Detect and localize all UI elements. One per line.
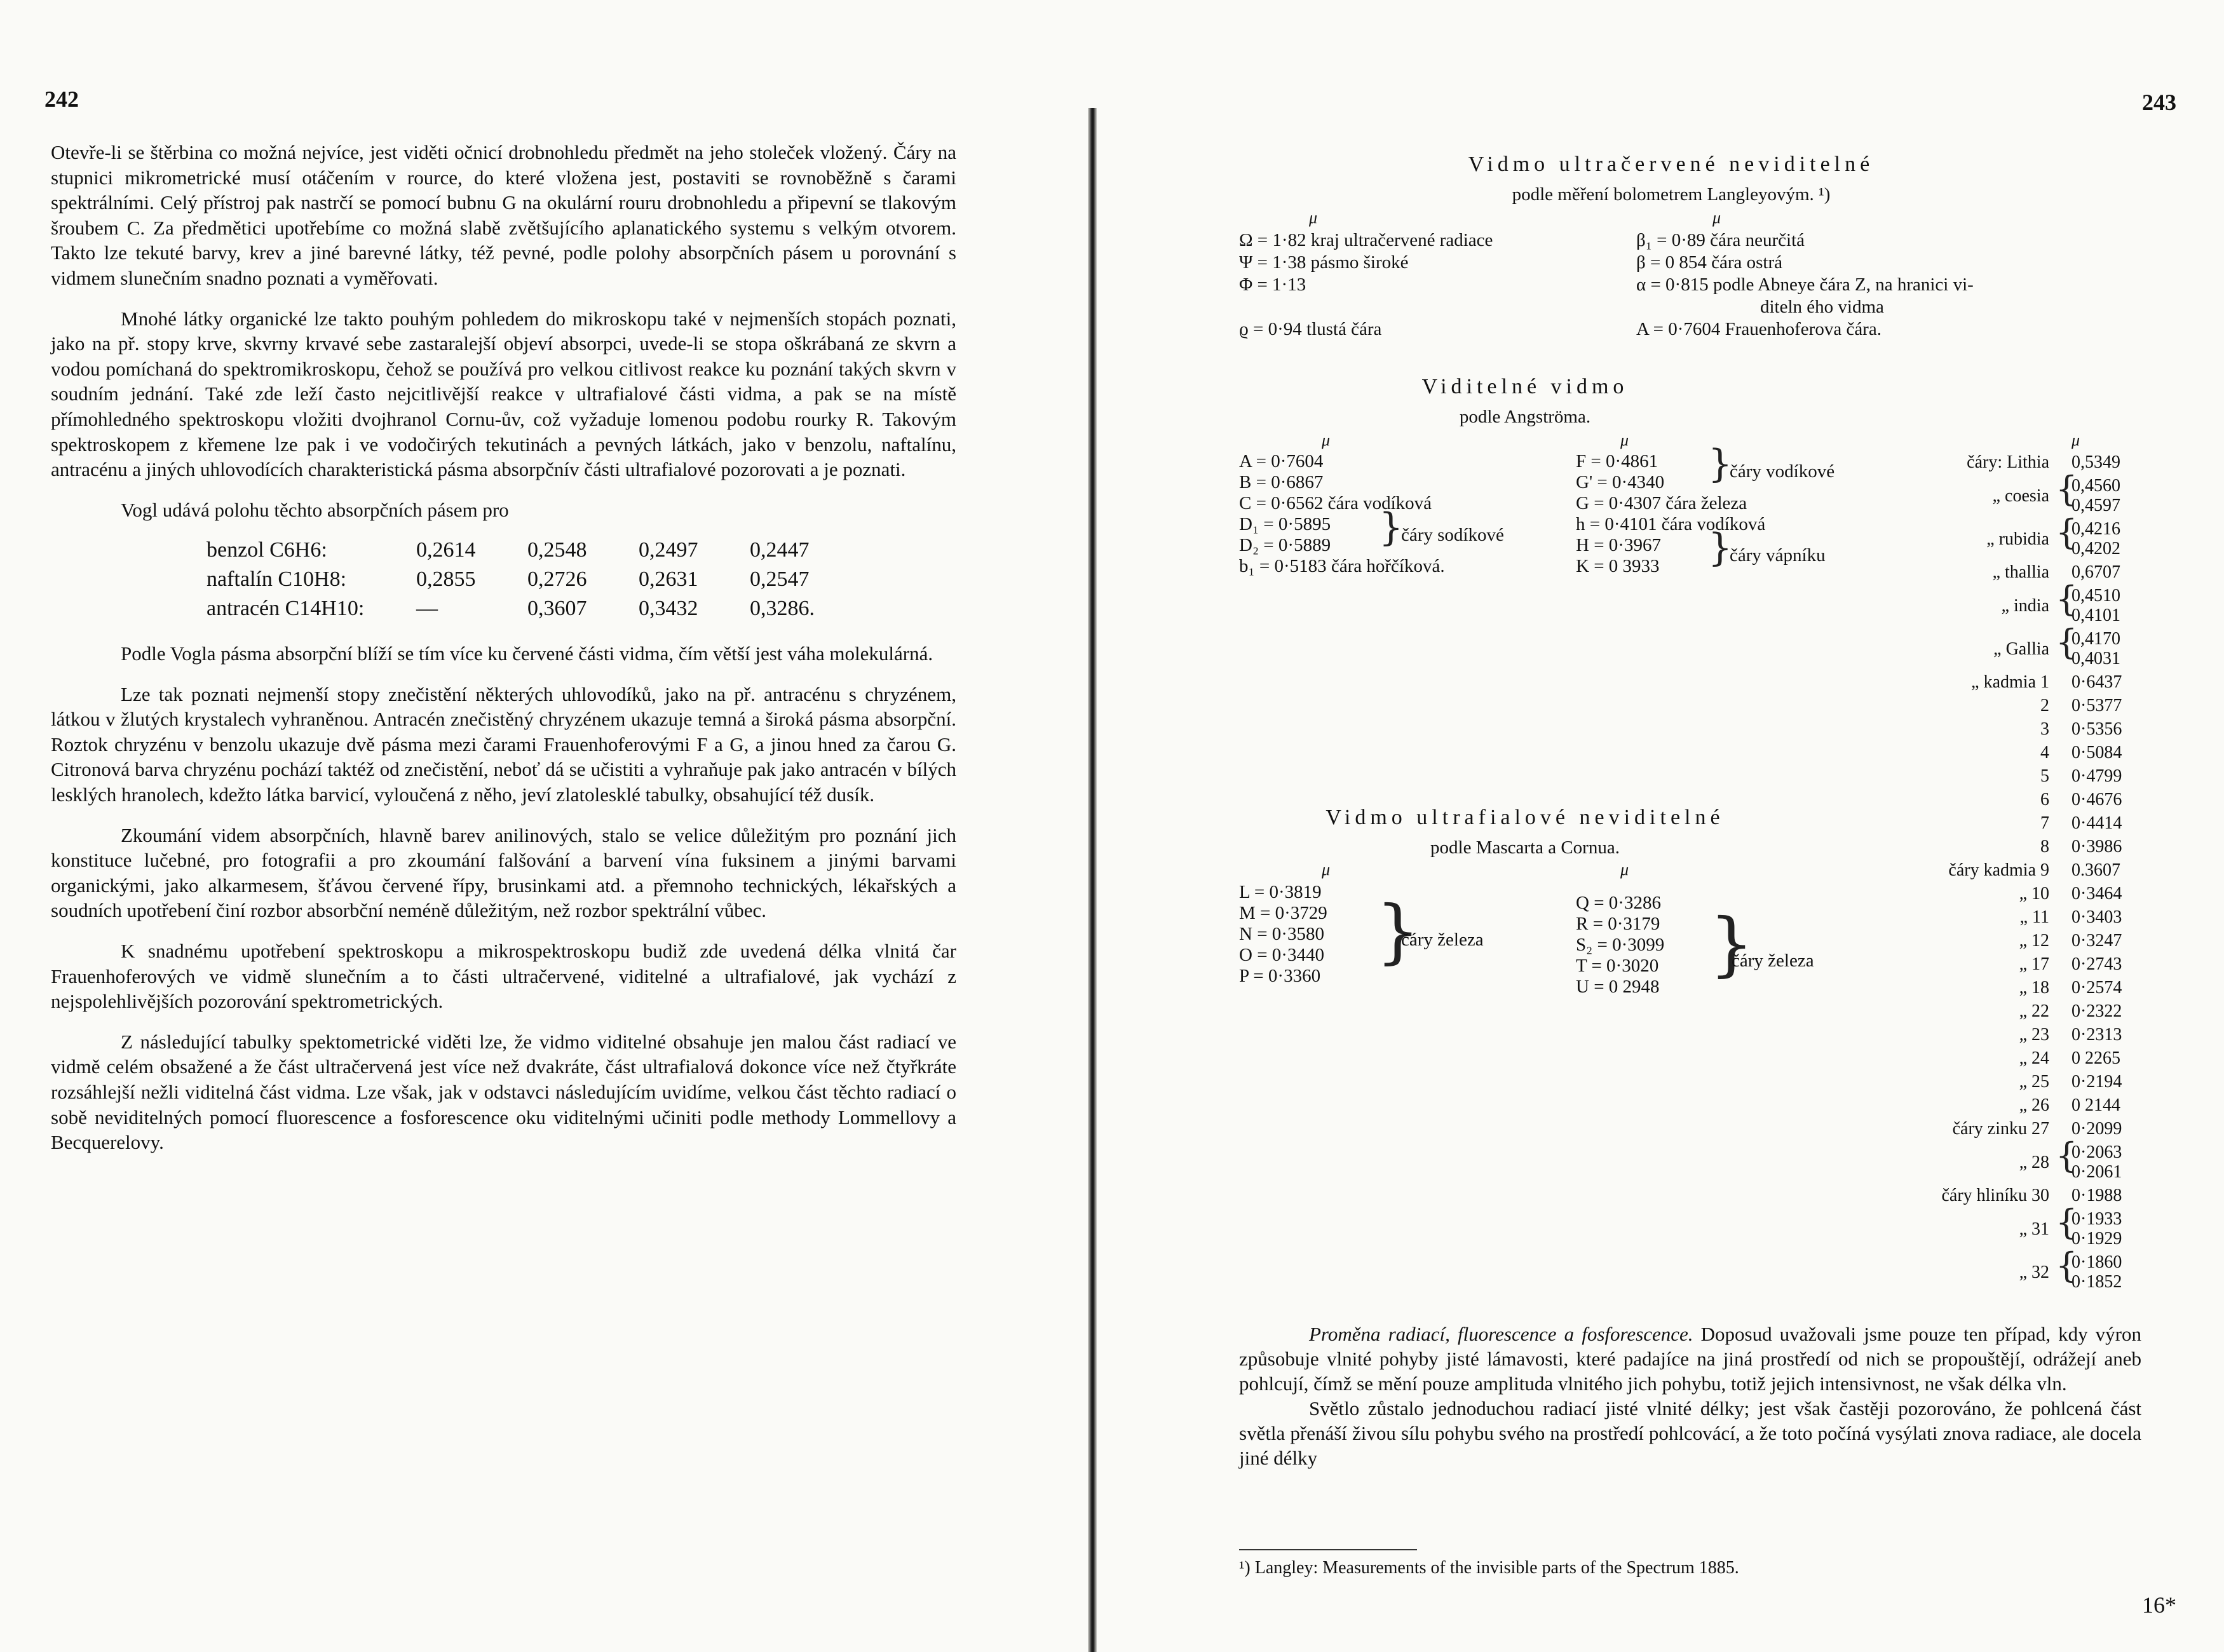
line-value: 0·5356 [2071,719,2122,739]
line-label: „ 31 [2019,1219,2049,1239]
table-cell: 0,2726 [527,567,587,591]
line-label: „ 25 [2019,1072,2049,1092]
left-page [0,0,1093,1652]
visible-entry: C = 0·6562 čára vodíková [1239,493,1432,513]
visible-entry: G' = 0·4340 [1576,472,1665,492]
paragraph-4: Podle Vogla pásma absorpční blíží se tím více ku červené části vidma, čím větší jest váha molekulárná. [121,642,933,665]
left-text-column [51,140,956,1170]
table-cell-name: benzol C6H6: [207,538,327,562]
uv-entry: P = 0·3360 [1239,966,1321,986]
line-label: „ rubidia [1986,529,2049,549]
brace: } [1379,505,1404,550]
line-value: 0·2743 [2071,954,2122,974]
line-value: 0·2063 [2071,1142,2122,1162]
infrared-title: Vidmo ultračervené neviditelné [1468,152,1875,176]
line-value: 0·2099 [2071,1119,2122,1139]
line-label: „ 17 [2019,954,2049,974]
line-label: čáry hliníku 30 [1941,1186,2049,1205]
paragraph-8: Z následující tabulky spektometrické viděti lze, že vidmo viditelné obsahuje jen malou část radiací ve vidmě celém obsažené a že část ultračervená jest více než dvakráte, část ultrafialová dokonce více než čtyřkráte rozsáhlejší nežli viditelná část vidma. Lze však, jak v odstavci následujícím uvidíme, velkou část těchto radiací o sobě neviditelných pomocí fluorescence a fosforescence oku viditelnými učiniti podle methody Lommellovy a Becquerelovy. [51,1030,956,1154]
brace: { [2056,622,2078,662]
line-value: 0 2144 [2071,1095,2120,1115]
line-label: „ coesia [1992,485,2049,506]
line-label: „ 12 [2019,931,2049,951]
line-value: 0,4170 [2071,629,2120,649]
line-value: 0,4597 [2071,496,2120,515]
uv-title: Vidmo ultrafialové neviditelné [1326,806,1725,829]
ir-right-entry: β = 0 854 čára ostrá [1636,252,1783,273]
line-label: „ 28 [2019,1152,2049,1172]
paragraph-5: Lze tak poznati nejmenší stopy znečistění některých uhlovodíků, jako na př. antracénu s chryzénem, látkou v žlutých krystalech vyhraněnou. Antracén znečistěný chryzénem ukazuje temná a široká pásma absorpční. Roztok chryzénu v benzolu ukazuje dvě pásma mezi čarami Frauenhoferovými F a G, a jinou hned za čarou G. Citronová barva chryzénu pochází taktéž od znečistění, neboť dá se učistiti a vyhraňuje pak jako antracén v bílých lesklých hranolech, kdežto látka barvicí, vyloučená z něho, jeví zlatolesklé tabulky, obsahující též dusík. [51,682,956,806]
visible-title: Viditelné vidmo [1421,375,1629,398]
table-cell: 0,3432 [639,596,698,620]
uv-brace-label: čáry železa [1732,951,1814,971]
mu-symbol: μ [1620,431,1629,449]
uv-entry: S₂ = 0·3099 [1576,935,1665,955]
right-page [1118,0,2224,1652]
line-value: 0·3247 [2071,931,2122,951]
uv-entry: L = 0·3819 [1239,882,1322,902]
line-label: „ 32 [2019,1262,2049,1282]
line-value: 0,4560 [2071,476,2120,496]
line-value: 0·4414 [2071,813,2122,833]
line-label: „ india [2001,595,2049,616]
line-value: 0·2313 [2071,1025,2122,1045]
table-row [207,596,861,625]
table-cell: 0,2497 [639,538,698,562]
table-cell: 0,3286. [750,596,815,620]
line-label: „ 18 [2019,978,2049,998]
ir-right-entry: α = 0·815 podle Abneye čára Z, na hranici vi- [1636,274,1974,295]
line-value: 0,6707 [2071,562,2120,582]
table-cell: 0,3607 [527,596,587,620]
line-value: 0·4676 [2071,790,2122,809]
paragraph-text: Doposud uvažovali jsme pouze ten případ, kdy výron způsobuje vlnité pohyby jisté lámavosti, které padajíce na jiná prostředí od nich se propouštějí, odrážejí aneb pohlcují, čímž se mění pouze amplituda vlnitého jich pohybu, totiž jejich intensivnost, ne však délka vln. [1239,1323,2141,1395]
section-heading: Proměna radiací, fluorescence a fosforescence. [1309,1323,1693,1345]
paragraph-light: Světlo zůstalo jednoduchou radiací jisté vlnité délky; jest však častěji pozorováno, že pohlcená část světla přenáší živou sílu pohybu svého na prostředí pohlcovácí, a že toto počíná vysýlati znova radiace, ale docela jiné délky [1239,1397,2141,1469]
line-value: 0·2194 [2071,1072,2122,1092]
line-label: „ 10 [2019,884,2049,904]
line-value: 0.3607 [2071,860,2120,880]
line-label: „ 11 [2019,907,2049,927]
visible-brace-label: čáry vodíkové [1730,461,1835,482]
line-value: 0,4101 [2071,606,2120,625]
line-value: 0·5377 [2071,696,2122,715]
page-number-left: 242 [44,86,79,112]
brace: { [2056,512,2078,552]
table-cell: 0,2548 [527,538,587,562]
table-cell: 0,2855 [416,567,476,591]
visible-brace-label: čáry sodíkové [1401,525,1504,545]
line-label: čáry kadmia 9 [1948,860,2049,880]
line-value: 0·1929 [2071,1229,2122,1249]
line-value: 0·5084 [2071,743,2122,762]
brace: } [1708,442,1733,486]
line-value: 0,4510 [2071,586,2120,606]
mu-symbol: μ [1712,208,1721,227]
uv-entry: T = 0·3020 [1576,956,1659,976]
line-value: 0,4216 [2071,519,2120,539]
visible-entry: K = 0 3933 [1576,556,1660,576]
line-value: 0·6437 [2071,672,2122,692]
uv-entry: O = 0·3440 [1239,945,1324,965]
visible-entry: F = 0·4861 [1576,451,1658,471]
line-value: 0,4031 [2071,649,2120,668]
book-gutter [1088,108,1097,1652]
line-label: 3 [2040,719,2049,739]
brace: { [2056,1202,2078,1242]
line-label: 5 [2040,766,2049,786]
line-label: „ kadmia 1 [1971,672,2049,692]
ir-left-entry: Ω = 1·82 kraj ultračervené radiace [1239,230,1493,250]
ir-right-entry: diteln ého vidma [1760,297,1884,317]
mu-symbol: μ [1620,860,1629,879]
line-value: 0·3464 [2071,884,2122,904]
signature-mark: 16* [2142,1592,2176,1618]
line-label: 7 [2040,813,2049,833]
visible-entry: B = 0·6867 [1239,472,1324,492]
line-value: 0·4799 [2071,766,2122,786]
table-row [207,567,861,596]
paragraph-6: Zkoumání videm absorpčních, hlavně barev anilinových, stalo se velice důležitým pro poznání jich konstituce lučebné, pro fotografii a pro zkoumání falšování a barvení vína fuksinem a jinými barvami organickými, jako alkarmesem, šťávou červené řípy, brusinkami atd. a přemnoho technických, lékařských a soudních upotřebení činí rozbor absorbční neméně důležitým, než rozbor spektrální vůbec. [51,823,956,922]
mu-symbol: μ [1322,860,1331,879]
uv-brace-label: čáry železa [1401,930,1484,950]
uv-subtitle: podle Mascarta a Cornua. [1430,837,1620,858]
line-label: „ thallia [1992,562,2049,582]
visible-brace-label: čáry vápníku [1730,545,1826,565]
visible-entry: A = 0·7604 [1239,451,1324,471]
brace: } [1709,903,1754,984]
table-cell: 0,2631 [639,567,698,591]
ir-left-entry: ϱ = 0·94 tlustá čára [1239,319,1382,339]
ir-right-entry: β₁ = 0·89 čára neurčitá [1636,230,1805,250]
visible-entry: H = 0·3967 [1576,535,1661,555]
brace: { [2056,1245,2078,1285]
paragraph-7: K snadnému upotřebení spektroskopu a mikrospektroskopu budiž zde uvedená délka vlnitá čar Frauenhoferových ve vidmě slunečním a to části ultračervené, viditelné a ultrafialové, jak vychází z nejspolehlivějších pozorování spektrometrických. [51,940,956,1013]
uv-entry: M = 0·3729 [1239,903,1327,923]
line-label: 6 [2040,790,2049,809]
line-label: „ Gallia [1993,639,2049,659]
uv-entry: N = 0·3580 [1239,924,1324,944]
line-value: 0,4202 [2071,539,2120,559]
line-value: 0·1860 [2071,1252,2122,1272]
mu-symbol: μ [1309,208,1318,227]
line-value: 0·1852 [2071,1272,2122,1292]
paragraph-fluorescence [1239,1322,2141,1396]
mu-symbol: μ [2071,431,2080,449]
line-value: 0·3986 [2071,837,2122,856]
visible-entry: D₂ = 0·5889 [1239,535,1331,555]
paragraph-2: Mnohé látky organické lze takto pouhým pohledem do mikroskopu také v nejmenších stopách poznati, jako na př. stopy krve, skvrny krvavé sebe zastaralejší objeví absorpci, uvede-li se stopa oškrábaná ze skvrn a vodou pomíchaná do spektromikroskopu, čehož se používá pro velkou citlivost reakce ku poznání takých skvrn v soudním jednání. Také zde leží často nejcitlivější reakce v ultrafialové části vidma, a pak se na místě přímohledného spektroskopu vložiti dvojhranol Cornu-ův, což vyžaduje lomenou podobu rourky R. Takovým spektroskopem z křemene lze pak i ve vodočirých tekutinách a pevných látkách, jako v benzolu, naftalínu, antracénu a jiných uhlovodících charakteristická pásma absorpčnív části ultrafialové pozorovati a je poznati. [51,307,956,481]
line-value: 0,5349 [2071,452,2120,472]
line-value: 0·2322 [2071,1001,2122,1021]
visible-entry: D₁ = 0·5895 [1239,514,1331,534]
line-value: 0·3403 [2071,907,2122,927]
line-label: čáry zinku 27 [1952,1119,2049,1139]
line-label: 2 [2040,696,2049,715]
right-text-column [1239,1322,2141,1470]
table-cell-name: naftalín C10H8: [207,567,347,591]
visible-subtitle: podle Angströma. [1459,407,1591,427]
footnote: ¹) Langley: Measurements of the invisible parts of the Spectrum 1885. [1239,1558,1739,1578]
line-value: 0·1933 [2071,1209,2122,1229]
line-value: 0·2061 [2071,1162,2122,1182]
line-label: „ 26 [2019,1095,2049,1115]
page-number-right: 243 [2142,90,2176,115]
uv-entry: U = 0 2948 [1576,977,1660,997]
line-label: čáry: Lithia [1967,452,2049,472]
brace: { [2056,469,2078,509]
line-label: „ 22 [2019,1001,2049,1021]
brace: } [1376,890,1420,972]
table-cell: 0,2447 [750,538,810,562]
table-cell: 0,2547 [750,567,810,591]
table-cell: 0,2614 [416,538,476,562]
paragraph-3: Vogl udává polohu těchto absorpčních pásem pro [121,498,509,521]
line-value: 0·2574 [2071,978,2122,998]
visible-entry: G = 0·4307 čára železa [1576,493,1747,513]
line-label: „ 23 [2019,1025,2049,1045]
paragraph-1: Otevře-li se štěrbina co možná nejvíce, jest viděti očnicí drobnohledu předmět na jeho stoleček vložený. Čáry na stupnici mikrometrické musí otáčením v rource, do které vložena jest, postaviti se rovnoběžně s čarami spektrálními. Celý přístroj pak nastrčí se pomocí bubnu G na okulární rouru drobnohledu a připevní se tlakovým šroubem C. Za předmětici upotřebíme co možná slabě zvětšujícího aplanatického systemu s velkým otvorem. Takto lze tekuté barvy, krev a jiné barevné látky, též pevné, podle polohy absorpčních pásem u porovnání s vidmem slunečním snadno poznati a vyměřovati. [51,141,956,289]
table-cell: — [416,596,438,620]
brace: } [1708,525,1733,570]
table-row [207,538,861,567]
footnote-rule [1239,1549,1417,1550]
absorption-table [207,538,861,625]
line-value: 0·1988 [2071,1186,2122,1205]
infrared-subtitle: podle měření bolometrem Langleyovým. ¹) [1512,184,1831,205]
brace: { [2056,1135,2078,1175]
uv-entry: Q = 0·3286 [1576,893,1661,913]
visible-entry: b₁ = 0·5183 čára hořčíková. [1239,556,1445,576]
line-value: 0 2265 [2071,1048,2120,1068]
uv-entry: R = 0·3179 [1576,914,1660,934]
brace: { [2056,579,2078,619]
visible-entry: h = 0·4101 čára vodíková [1576,514,1766,534]
line-label: 8 [2040,837,2049,856]
line-label: „ 24 [2019,1048,2049,1068]
ir-left-entry: Ψ = 1·38 pásmo široké [1239,252,1409,273]
ir-left-entry: Φ = 1·13 [1239,274,1306,295]
ir-right-entry: A = 0·7604 Frauenhoferova čára. [1636,319,1882,339]
table-cell-name: antracén C14H10: [207,596,365,620]
mu-symbol: μ [1322,431,1331,449]
line-label: 4 [2040,743,2049,762]
